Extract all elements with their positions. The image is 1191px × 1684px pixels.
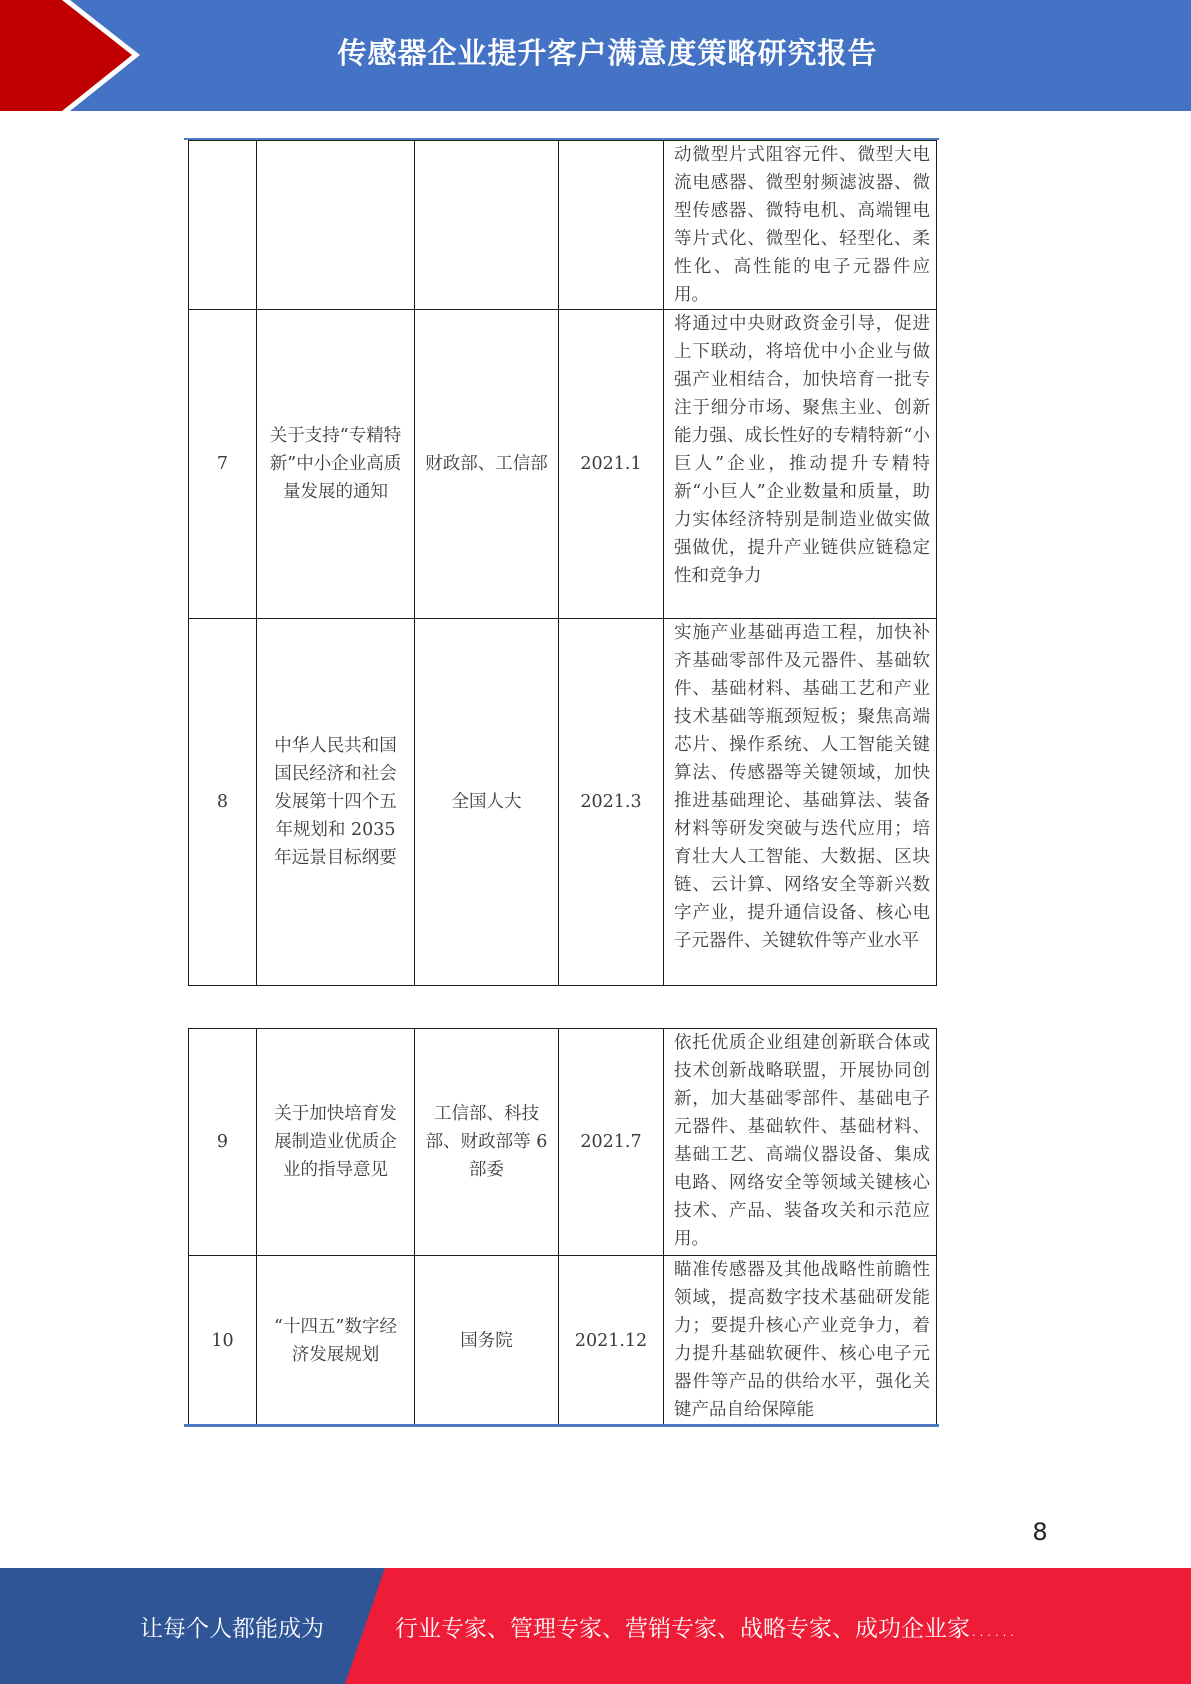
page-number: 8 <box>1032 1518 1048 1546</box>
issuing-department <box>415 141 559 310</box>
report-header <box>0 0 1191 111</box>
row-number <box>189 141 257 310</box>
issue-date: 2021.3 <box>559 619 664 986</box>
table-row <box>189 141 937 310</box>
table-row <box>189 1029 937 1256</box>
table-row <box>189 310 937 619</box>
policy-table-part-2 <box>188 1028 937 1427</box>
policy-description: 瞄准传感器及其他战略性前瞻性领域，提高数字技术基础研发能力；要提升核心产业竞争力，着力提升基础软硬件、核心电子元器件等产品的供给水平，强化关键产品自给保障能 <box>664 1256 937 1427</box>
footer-slogan-right: 行业专家、管理专家、营销专家、战略专家、成功企业家…… <box>395 1615 1016 1642</box>
footer-banner <box>0 1568 1191 1684</box>
policy-description: 实施产业基础再造工程，加快补齐基础零部件及元器件、基础软件、基础材料、基础工艺和产业技术基础等瓶颈短板；聚焦高端芯片、操作系统、人工智能关键算法、传感器等关键领域，加快推进基础理论、基础算法、装备材料等研发突破与迭代应用；培育壮大人工智能、大数据、区块链、云计算、网络安全等新兴数字产业，提升通信设备、核心电子元器件、关键软件等产业水平 <box>664 619 937 986</box>
issue-date: 2021.1 <box>559 310 664 619</box>
policy-name <box>257 141 415 310</box>
policy-name: 中华人民共和国国民经济和社会发展第十四个五年规划和 2035 年远景目标纲要 <box>257 619 415 986</box>
issue-date <box>559 141 664 310</box>
policy-name: 关于加快培育发展制造业优质企业的指导意见 <box>257 1029 415 1256</box>
row-number: 8 <box>189 619 257 986</box>
policy-description: 依托优质企业组建创新联合体或技术创新战略联盟，开展协同创新，加大基础零部件、基础电子元器件、基础软件、基础材料、基础工艺、高端仪器设备、集成电路、网络安全等领域关键核心技术、产品、装备攻关和示范应用。 <box>664 1029 937 1256</box>
policy-table-part-1 <box>188 140 937 986</box>
issuing-department: 国务院 <box>415 1256 559 1427</box>
policy-description: 将通过中央财政资金引导，促进上下联动，将培优中小企业与做强产业相结合，加快培育一批专注于细分市场、聚焦主业、创新能力强、成长性好的专精特新“小巨人”企业，推动提升专精特新“小巨人”企业数量和质量，助力实体经济特别是制造业做实做强做优，提升产业链供应链稳定性和竞争力 <box>664 310 937 619</box>
row-number: 10 <box>189 1256 257 1427</box>
issuing-department: 财政部、工信部 <box>415 310 559 619</box>
policy-name: 关于支持“专精特新”中小企业高质量发展的通知 <box>257 310 415 619</box>
issue-date: 2021.7 <box>559 1029 664 1256</box>
table-bottom-rule <box>184 1424 939 1427</box>
row-number: 9 <box>189 1029 257 1256</box>
issuing-department: 工信部、科技部、财政部等 6 部委 <box>415 1029 559 1256</box>
footer-slogan-left: 让每个人都能成为 <box>140 1615 324 1642</box>
table-row <box>189 1256 937 1427</box>
table-row <box>189 619 937 986</box>
issuing-department: 全国人大 <box>415 619 559 986</box>
report-title: 传感器企业提升客户满意度策略研究报告 <box>337 36 878 70</box>
policy-description: 动微型片式阻容元件、微型大电流电感器、微型射频滤波器、微型传感器、微特电机、高端锂电等片式化、微型化、轻型化、柔性化、高性能的电子元器件应用。 <box>664 141 937 310</box>
issue-date: 2021.12 <box>559 1256 664 1427</box>
policy-name: “十四五”数字经济发展规划 <box>257 1256 415 1427</box>
row-number: 7 <box>189 310 257 619</box>
